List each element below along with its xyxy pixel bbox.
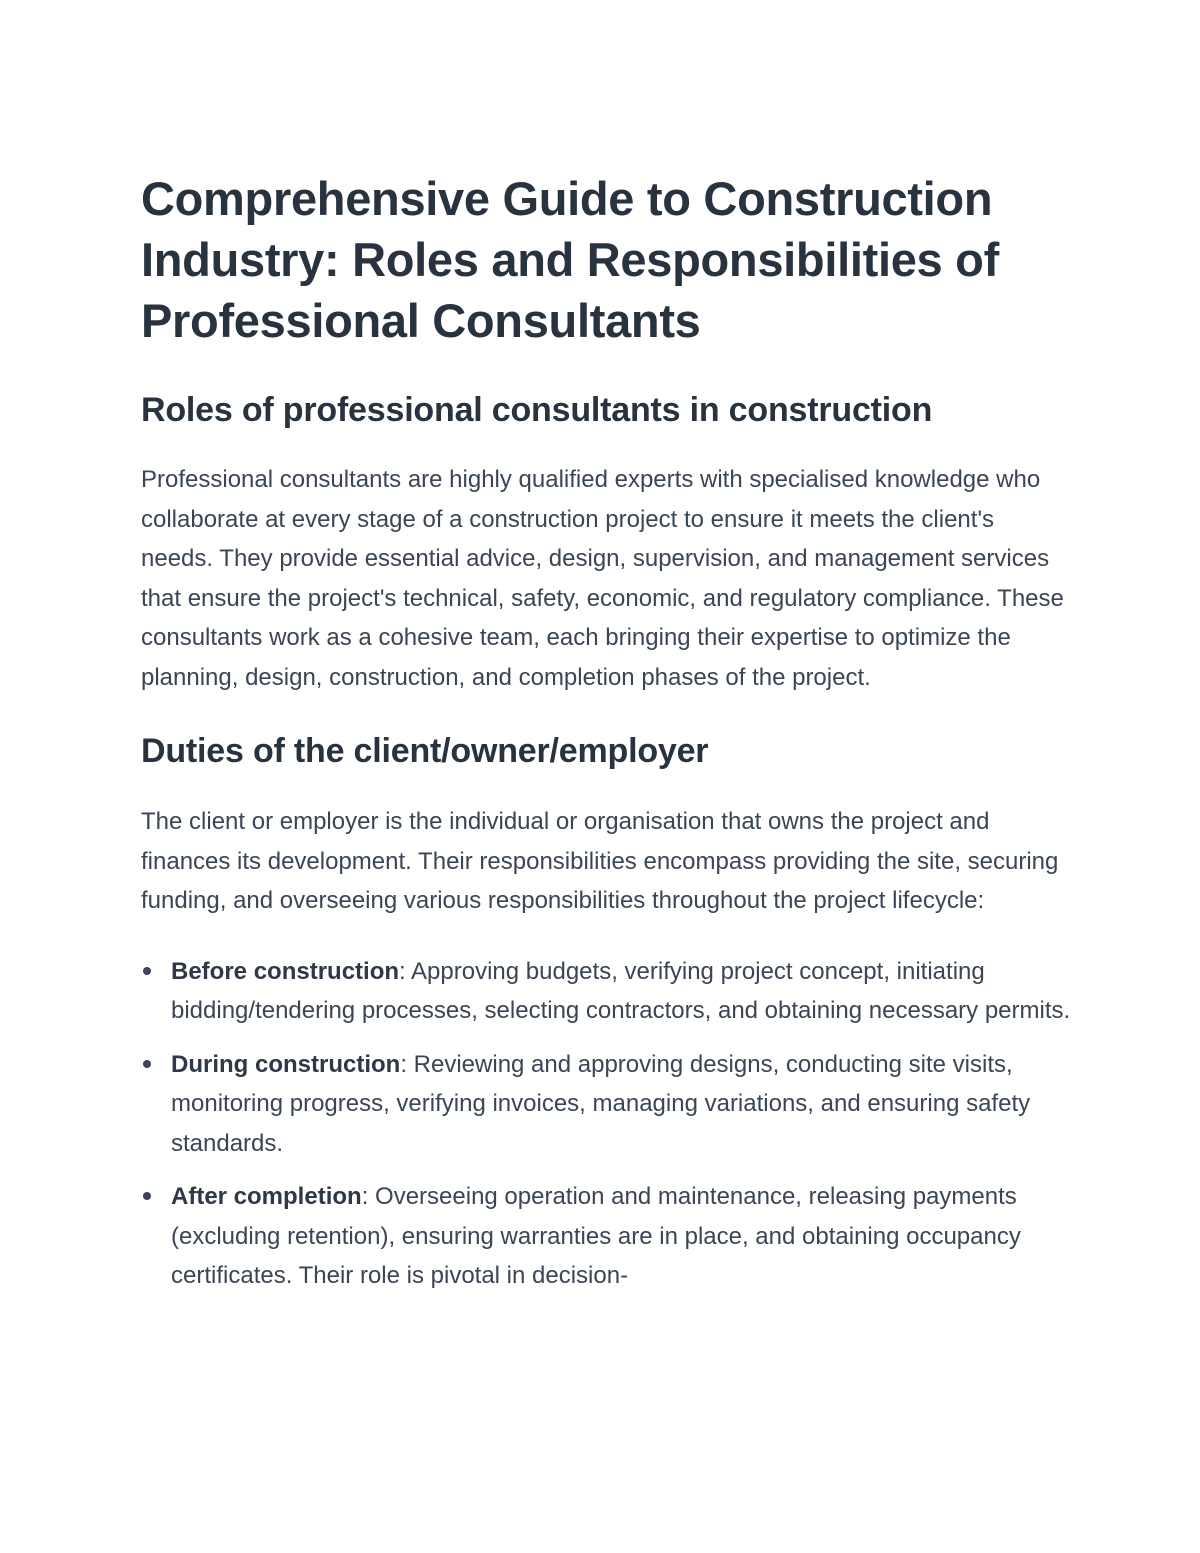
list-item-text: Approving budgets, verifying project concept, initiating bidding/tendering processes, selecting contractors, and obtaining necessary permits. [171, 957, 1071, 1024]
bullet-icon [143, 967, 151, 975]
list-item-text: Reviewing and approving designs, conducting site visits, monitoring progress, verifying invoices, managing variations, and ensuring safety standards. [171, 1050, 1031, 1157]
list-item-separator: : [400, 1050, 407, 1078]
paragraph-duties: The client or employer is the individual or organisation that owns the project and finances its development. Their responsibilities encompass providing the site, securing funding, and overseeing various responsibilities throughout the project lifecycle: [141, 808, 1059, 914]
list-item-separator: : [361, 1183, 369, 1210]
phase-list [141, 952, 1071, 1296]
list-item-label: During construction [171, 1050, 401, 1078]
section-heading-duties: Duties of the client/owner/employer [141, 732, 709, 770]
list-item-label: After completion [171, 1183, 362, 1210]
list-item-during-construction [141, 1045, 1071, 1164]
list-item-text: Overseeing operation and maintenance, releasing payments (excluding retention), ensuring warranties are in place, and obtaining occupancy certificates. Their role is pivotal in decision- [171, 1183, 1021, 1289]
list-item-before-construction [141, 952, 1071, 1031]
bullet-icon [143, 1192, 151, 1200]
section-heading-roles: Roles of professional consultants in construction [141, 391, 933, 429]
document-page [141, 168, 1071, 1310]
bullet-icon [143, 1060, 151, 1068]
list-item-after-completion [141, 1177, 1071, 1296]
document-title: Comprehensive Guide to Construction Industry: Roles and Responsibilities of Professional Consultants [141, 172, 999, 347]
paragraph-roles: Professional consultants are highly qualified experts with specialised knowledge who collaborate at every stage of a construction project to ensure it meets the client's needs. They provide essential advice, design, supervision, and management services that ensure the project's technical, safety, economic, and regulatory compliance. These consultants work as a cohesive team, each bringing their expertise to optimize the planning, design, construction, and completion phases of the project. [141, 466, 1064, 691]
list-item-label: Before construction [171, 957, 400, 985]
list-item-separator: : [399, 957, 406, 985]
